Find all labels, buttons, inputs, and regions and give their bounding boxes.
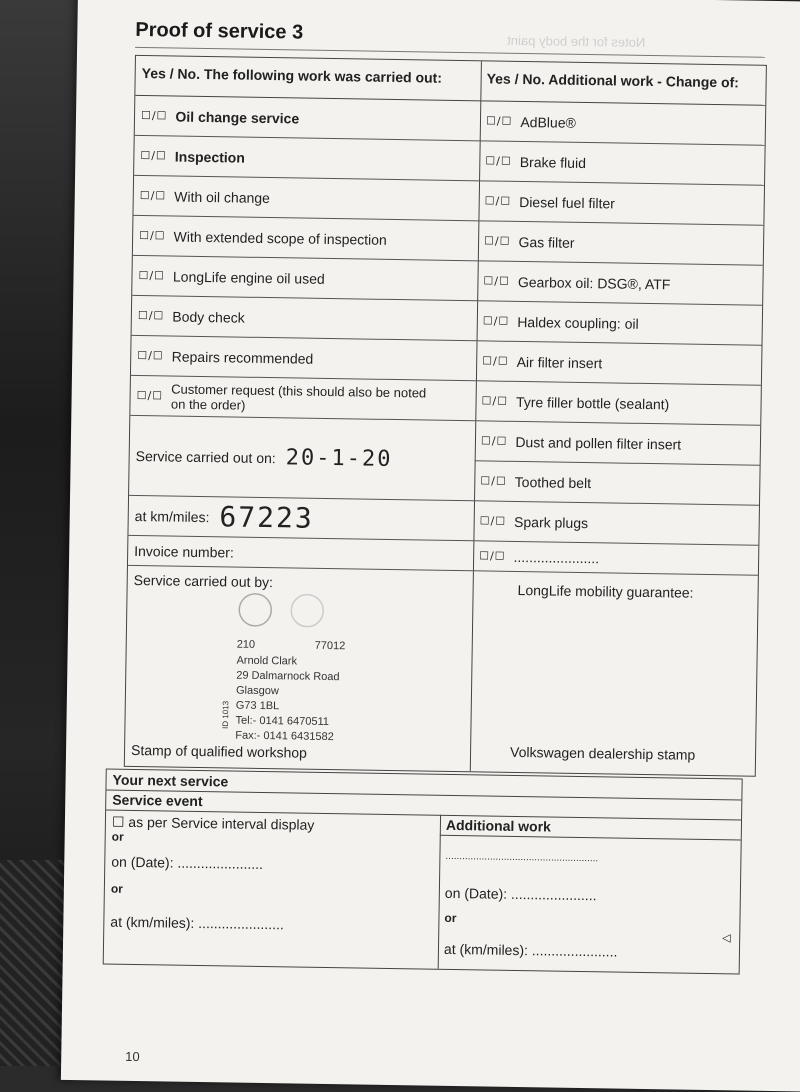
service-event-heading: Service event (112, 791, 203, 810)
checkbox-icon[interactable]: ☐/☐ (480, 434, 508, 448)
left-item-longlife (132, 256, 478, 301)
checkbox-icon[interactable]: ☐/☐ (140, 109, 168, 123)
additional-work-line[interactable]: ....................................................... (445, 850, 599, 865)
or-label: or (111, 829, 124, 844)
right-item-air-filter (476, 341, 762, 385)
right-column (470, 61, 766, 775)
km-row (128, 496, 474, 541)
stamp-city: Glasgow (235, 684, 279, 698)
checkbox-icon[interactable]: ☐/☐ (484, 194, 512, 208)
item-label: With oil change (174, 188, 271, 206)
additional-work-heading: Additional work (445, 816, 552, 835)
right-item-diesel-filter (478, 181, 764, 225)
checkbox-icon[interactable]: ☐/☐ (479, 549, 506, 563)
checkbox-icon[interactable]: ☐/☐ (479, 514, 507, 528)
item-label: Diesel fuel filter (519, 193, 615, 211)
right-header: Yes / No. Additional work - Change of: (480, 61, 766, 105)
item-label: LongLife engine oil used (172, 268, 325, 287)
checkbox-icon[interactable]: ☐/☐ (485, 114, 513, 128)
checkbox-icon[interactable]: ☐/☐ (480, 474, 507, 488)
next-date-field[interactable]: on (Date): ...................... (111, 853, 264, 873)
checkbox-icon[interactable]: ☐/☐ (481, 394, 509, 408)
stamp-postcode: G73 1BL (235, 699, 280, 713)
stamp-code: 210 (236, 638, 256, 651)
next-km-field[interactable]: at (km/miles): ...................... (110, 913, 284, 933)
right-item-haldex (477, 301, 763, 345)
stamp-side: ID 1013 (220, 700, 231, 729)
checkbox-icon[interactable]: ☐/☐ (140, 149, 167, 163)
item-label: Body check (172, 308, 245, 326)
workshop-stamp-area (125, 566, 473, 771)
item-label: Gas filter (518, 233, 575, 251)
checkbox-icon[interactable]: ☐/☐ (137, 308, 165, 323)
checkbox-icon[interactable]: ☐/☐ (137, 348, 164, 363)
ghost-text: Notes for the body paint (507, 32, 646, 50)
item-label: Inspection (174, 148, 245, 166)
checkbox-icon[interactable]: ☐/☐ (139, 188, 167, 203)
checkbox-icon[interactable]: ☐/☐ (484, 234, 511, 248)
item-label: With extended scope of inspection (173, 228, 387, 248)
item-label: Dust and pollen filter insert (515, 433, 682, 453)
checkbox-icon[interactable]: ☐/☐ (136, 388, 164, 403)
left-item-inspection (134, 136, 480, 181)
longlife-label: LongLife mobility guarantee: (517, 581, 694, 601)
item-label: Oil change service (175, 108, 300, 126)
service-table (124, 55, 767, 777)
right-item-tyre-filler (475, 381, 761, 425)
item-label: Repairs recommended (171, 348, 314, 367)
item-label: Haldex coupling: oil (517, 313, 639, 332)
page-title: Proof of service 3 (135, 18, 304, 44)
item-label: ...................... (513, 548, 600, 566)
right-item-blank (473, 541, 758, 575)
left-column (125, 56, 482, 771)
next-service-box (103, 769, 743, 975)
item-label: Air filter insert (516, 353, 603, 371)
additional-date-field[interactable]: on (Date): ...................... (444, 884, 597, 904)
additional-km-field[interactable]: at (km/miles): ...................... (443, 940, 618, 960)
stamp-name: Arnold Clark (236, 654, 298, 668)
carried-out-by-label: Service carried out by: (133, 571, 274, 591)
arrow-icon: ◁ (722, 932, 731, 945)
service-date-label: Service carried out on: (135, 447, 276, 466)
column-divider (438, 815, 441, 969)
checkbox-icon[interactable]: ☐/☐ (138, 268, 166, 283)
item-label: AdBlue® (520, 113, 577, 131)
left-item-oil-change-sub (133, 176, 479, 221)
item-label: Spark plugs (514, 513, 589, 531)
item-label: Tyre filler bottle (sealant) (515, 393, 670, 412)
stamp-number: 77012 (314, 639, 346, 653)
stamp-label: Stamp of qualified workshop (130, 741, 308, 761)
checkbox-icon[interactable]: ☐/☐ (482, 314, 510, 328)
next-service-heading: Your next service (112, 771, 229, 790)
left-item-body-check (132, 296, 478, 341)
right-item-pollen-filter (475, 421, 761, 465)
document-page (61, 0, 800, 1092)
service-date-row (129, 416, 475, 501)
left-item-repairs (131, 336, 477, 381)
right-item-gas-filter (478, 221, 764, 265)
left-item-oil-change (135, 96, 481, 141)
stamp-tel: Tel:- 0141 6470511 (235, 714, 330, 729)
km-value[interactable]: 67223 (219, 500, 314, 535)
right-item-gearbox-oil (477, 261, 763, 305)
invoice-label: Invoice number: (134, 542, 234, 561)
checkbox-icon[interactable]: ☐/☐ (482, 354, 509, 368)
right-item-brake-fluid (479, 141, 765, 185)
dealer-stamp-label: Volkswagen dealership stamp (509, 743, 696, 763)
right-item-spark-plugs (473, 501, 759, 545)
left-header: Yes / No. The following work was carried out: (135, 56, 481, 101)
checkbox-icon[interactable]: ☐/☐ (139, 228, 166, 243)
right-item-toothed-belt (474, 461, 760, 505)
stamp-street: 29 Dalmarnock Road (236, 669, 340, 684)
page-number: 10 (125, 1048, 140, 1065)
item-label: Gearbox oil: DSG®, ATF (517, 273, 671, 292)
checkbox-icon[interactable]: ☐/☐ (485, 154, 512, 168)
km-label: at km/miles: (134, 507, 210, 525)
stamp-fax: Fax:- 0141 6431582 (235, 729, 334, 744)
item-label: Brake fluid (519, 153, 587, 171)
right-item-adblue (480, 101, 766, 145)
divider (440, 835, 741, 841)
checkbox-icon[interactable]: ☐/☐ (483, 274, 511, 288)
left-item-customer-request (130, 376, 476, 421)
service-date-value[interactable]: 20-1-20 (285, 445, 393, 472)
left-item-extended (133, 216, 479, 261)
or-label: or (444, 910, 457, 926)
interval-option[interactable]: ☐ as per Service interval display (111, 813, 315, 833)
item-label: Toothed belt (514, 473, 592, 491)
or-label: or (110, 881, 123, 896)
stamp-logos-icon (237, 588, 328, 633)
item-label: Customer request (this should also be noted on the order) (170, 381, 427, 413)
